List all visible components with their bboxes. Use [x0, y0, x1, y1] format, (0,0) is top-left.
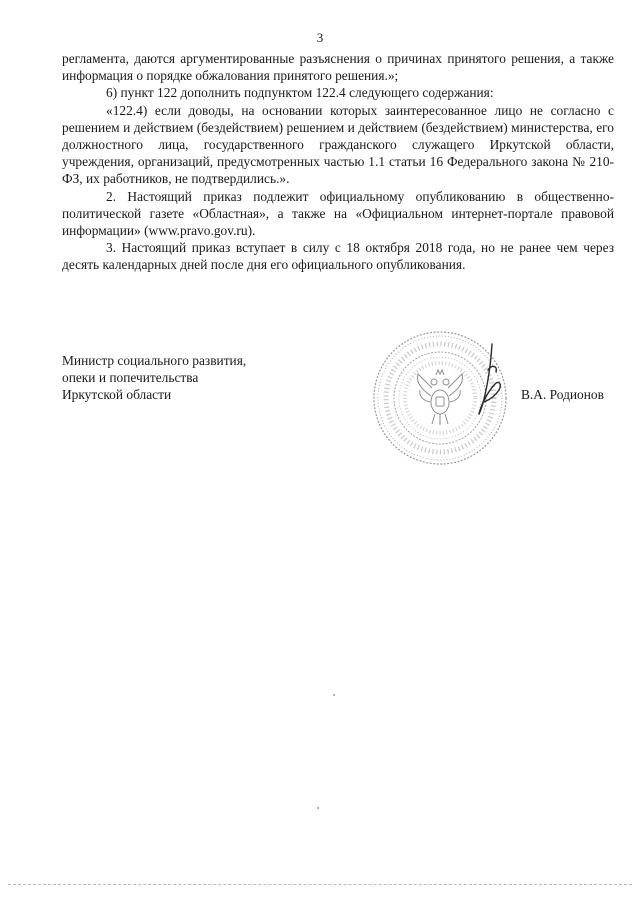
paragraph-continuation: регламента, даются аргументированные разъяснения о причинах принятого решения, а также информация о порядке обжалования принятого решения.»; — [62, 51, 614, 84]
signature-position-line: Министр социального развития, — [62, 353, 247, 368]
eagle-emblem-icon — [418, 370, 463, 425]
signature-position — [62, 352, 246, 404]
paragraph-item-6: 6) пункт 122 дополнить подпунктом 122.4 следующего содержания: — [106, 85, 494, 101]
scan-edge-line — [8, 884, 632, 885]
scan-dot — [333, 694, 335, 696]
signer-name: В.А. Родионов — [521, 387, 604, 402]
scan-dot — [317, 807, 319, 809]
paragraph-122-4: «122.4) если доводы, на основании которых заинтересованное лицо не согласно с решением и действием (бездействием) решением и действием (бездействием) министерства, его должностного лица, государственного гражданского служащего Иркутской области, учреждения, организаций, предусмотренных частью 1.1 статьи 16 Федерального закона № 210-ФЗ, их работников, не подтвердились.». — [62, 102, 614, 187]
document-body — [62, 50, 614, 274]
signature-position-line: Иркутской области — [62, 387, 172, 403]
paragraph-item-2: 2. Настоящий приказ подлежит официальному опубликованию в общественно-политической газете «Областная», а также на «Официальном интернет-портале правовой информации» (www.pravo.gov.ru). — [62, 188, 614, 239]
handwritten-signature-icon — [462, 340, 522, 420]
page-number: 3 — [316, 30, 324, 45]
paragraph-item-3: 3. Настоящий приказ вступает в силу с 18 октября 2018 года, но не ранее чем через десять календарных дней после дня его официального опубликования. — [62, 240, 614, 273]
signature-position-line: опеки и попечительства — [62, 370, 199, 386]
